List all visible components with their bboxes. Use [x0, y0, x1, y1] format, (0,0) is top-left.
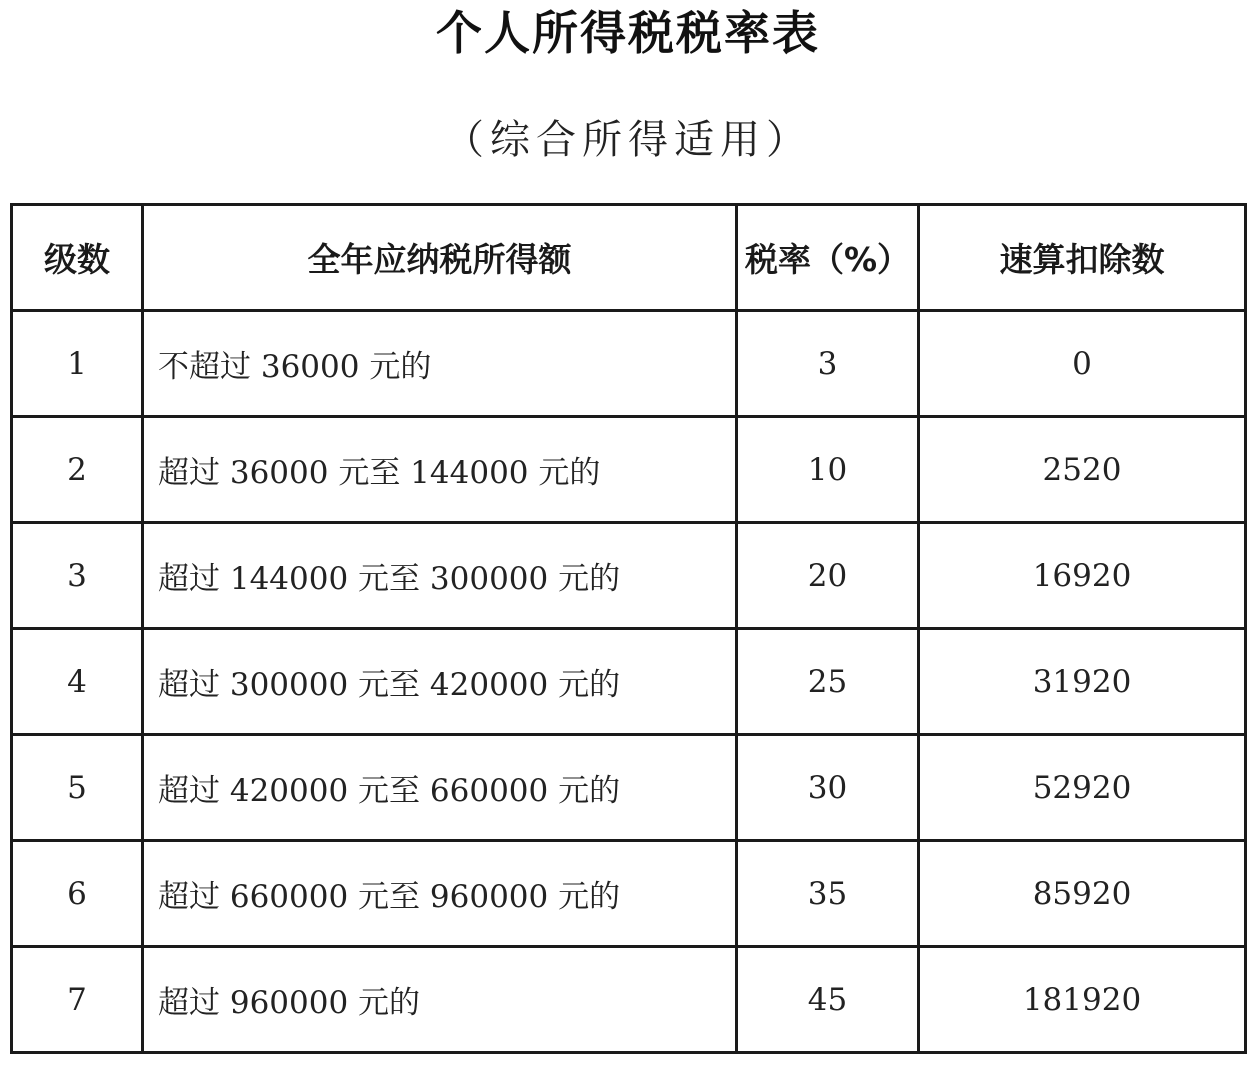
cell-rate: 3 [737, 311, 919, 417]
cell-level: 2 [12, 417, 143, 523]
tax-rate-table [10, 203, 1247, 1054]
cell-level: 6 [12, 841, 143, 947]
header-tax-rate: 税率（%） [737, 205, 919, 311]
document-subtitle: （综合所得适用） [444, 117, 812, 163]
cell-rate: 25 [737, 629, 919, 735]
cell-rate: 45 [737, 947, 919, 1053]
document-title: 个人所得税税率表 [436, 6, 820, 60]
cell-deduction: 2520 [919, 417, 1246, 523]
cell-rate: 30 [737, 735, 919, 841]
cell-deduction: 52920 [919, 735, 1246, 841]
cell-deduction: 0 [919, 311, 1246, 417]
cell-rate: 20 [737, 523, 919, 629]
cell-deduction: 181920 [919, 947, 1246, 1053]
header-quick-deduction: 速算扣除数 [919, 205, 1246, 311]
cell-level: 3 [12, 523, 143, 629]
cell-level: 1 [12, 311, 143, 417]
cell-deduction: 85920 [919, 841, 1246, 947]
table-row [12, 735, 1246, 841]
cell-rate: 35 [737, 841, 919, 947]
table-row [12, 629, 1246, 735]
cell-income: 超过 144000 元至 300000 元的 [143, 523, 737, 629]
cell-level: 7 [12, 947, 143, 1053]
cell-income: 超过 36000 元至 144000 元的 [143, 417, 737, 523]
cell-deduction: 16920 [919, 523, 1246, 629]
table-row [12, 841, 1246, 947]
header-level: 级数 [12, 205, 143, 311]
cell-rate: 10 [737, 417, 919, 523]
table-row [12, 523, 1246, 629]
cell-level: 5 [12, 735, 143, 841]
table-header-row [12, 205, 1246, 311]
cell-income: 超过 660000 元至 960000 元的 [143, 841, 737, 947]
table-row [12, 311, 1246, 417]
cell-deduction: 31920 [919, 629, 1246, 735]
cell-income: 超过 300000 元至 420000 元的 [143, 629, 737, 735]
table-row [12, 947, 1246, 1053]
table-row [12, 417, 1246, 523]
cell-income: 超过 960000 元的 [143, 947, 737, 1053]
cell-income: 超过 420000 元至 660000 元的 [143, 735, 737, 841]
header-taxable-income: 全年应纳税所得额 [143, 205, 737, 311]
cell-level: 4 [12, 629, 143, 735]
cell-income: 不超过 36000 元的 [143, 311, 737, 417]
